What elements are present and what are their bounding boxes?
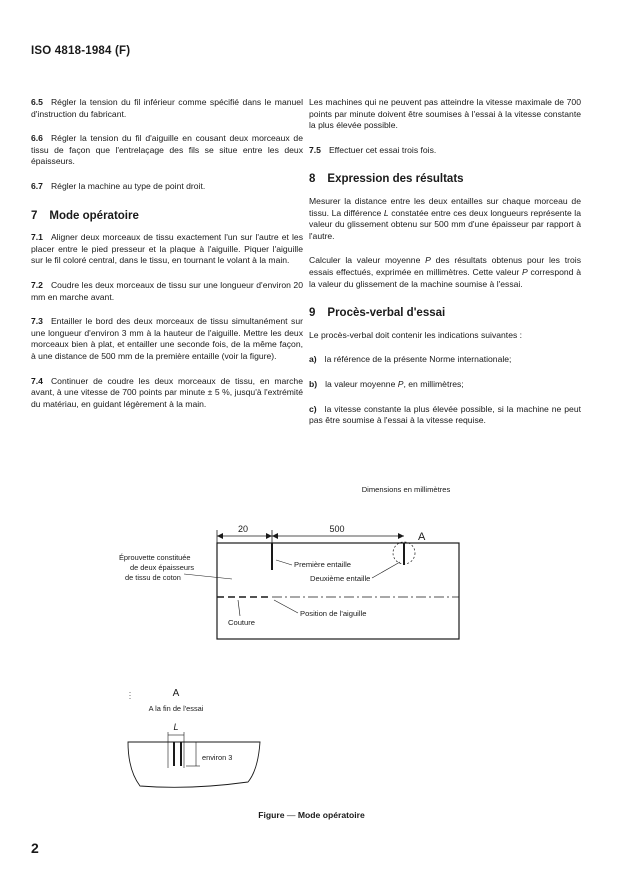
detail-a-title: A	[172, 688, 180, 699]
clause-6-7: 6.7 Régler la machine au type de point droit.	[31, 180, 206, 191]
dim-500-label: 500	[329, 524, 345, 534]
clause-7-1: 7.1 Aligner deux morceaux de tissu exactement l'un sur l'autre et les placer entre le pied presseur et la plaque à l'aiguille. Piquer l'aiguille sur le fil coloré central, dans le tissu, en tournant le volant à la main.	[31, 232, 303, 266]
needle-leader	[274, 600, 298, 613]
specimen-label: Éprouvette constituée de deux épaisseurs de tissu de coton	[119, 553, 195, 582]
clause-6-6: 6.6 Régler la tension du fil d'aiguille en cousant deux morceaux de tissu de façon que l'entrelaçage des fils se situe entre les deux épaisseurs.	[31, 133, 303, 167]
dimensions-note: Dimensions en millimètres	[361, 485, 451, 494]
clause-7-4: 7.4 Continuer de coudre les deux morceaux de tissu, en marche avant, à une vitesse de 700 points par minute ± 5 %, jusqu'à l'extrémité du matériau, en guidant légèrement à la main.	[31, 375, 303, 409]
needle-position-label: Position de l'aiguille	[300, 609, 367, 618]
detail-caption: A la fin de l'essai	[148, 704, 204, 713]
first-cut-label: Première entaille	[294, 560, 351, 569]
dim-arrow-mid-r	[272, 533, 278, 539]
detail-a-marker: A	[418, 531, 426, 543]
report-item-c: c) la vitesse constante la plus élevée possible, si la machine ne peut pas être soumise à l'essai à la vitesse requise.	[309, 403, 581, 426]
section-8-heading: 8 Expression des résultats	[309, 173, 464, 186]
detail-fabric-outline	[128, 742, 260, 787]
results-paragraph-2: Calculer la valeur moyenne P des résultats obtenus pour les trois essais effectués, exprimée en millimètres. Cette valeur P correspond à la valeur du glissement de la machine soumise à l'essai.	[309, 255, 581, 289]
seam-label: Couture	[228, 618, 256, 627]
first-cut-leader	[276, 560, 292, 565]
results-paragraph-1: Mesurer la distance entre les deux entailles sur chaque morceau de tissu. La différence L constatée entre ces deux longueurs représente la valeur du glissement obtenu sur 500 mm d'une épaisseur par rapport à l'autre.	[309, 195, 581, 241]
clause-7-5: 7.5 Effectuer cet essai trois fois.	[309, 144, 437, 155]
report-item-a: a) la référence de la présente Norme internationale;	[309, 354, 512, 365]
second-cut-label: Deuxième entaille	[310, 574, 371, 583]
page-number: 2	[31, 840, 39, 856]
clause-7-2: 7.2 Coudre les deux morceaux de tissu sur une longueur d'environ 20 mm en marche avant.	[31, 279, 303, 302]
detail-l-label: L	[173, 722, 179, 732]
clause-7-3: 7.3 Entailler le bord des deux morceaux de tissu simultanément sur une longueur d'environ 3 mm à la hauteur de l'aiguille. Mettre les deux morceaux bien à plat, et entailler une seconde fois, de la même façon, à une distance de 500 mm de la première entaille (voir la figure).	[31, 316, 303, 361]
figure-caption: Figure — Mode opératoire	[258, 810, 365, 820]
speed-note: Les machines qui ne peuvent pas atteindre la vitesse maximale de 700 points par minute doivent être soumises à l'essai à la vitesse constante la plus élevée possible.	[309, 97, 581, 131]
document-header: ISO 4818-1984 (F)	[31, 45, 131, 57]
section-9-heading: 9 Procès-verbal d'essai	[309, 307, 446, 320]
dim-arrow-left	[217, 533, 223, 539]
clause-6-5: 6.5 Régler la tension du fil inférieur comme spécifié dans le manuel d'instruction du fabricant.	[31, 97, 303, 119]
second-cut-leader	[372, 562, 400, 578]
dim-20-label: 20	[237, 524, 249, 534]
environ-3-label: environ 3	[202, 753, 233, 762]
dim-arrow-right	[398, 533, 404, 539]
report-item-b: b) la valeur moyenne P, en millimètres;	[309, 378, 464, 389]
section-7-heading: 7 Mode opératoire	[31, 209, 139, 222]
report-intro: Le procès-verbal doit contenir les indications suivantes :	[309, 329, 523, 340]
seam-leader	[238, 600, 240, 616]
dim-arrow-mid-l	[266, 533, 272, 539]
specimen-leader	[184, 574, 232, 579]
